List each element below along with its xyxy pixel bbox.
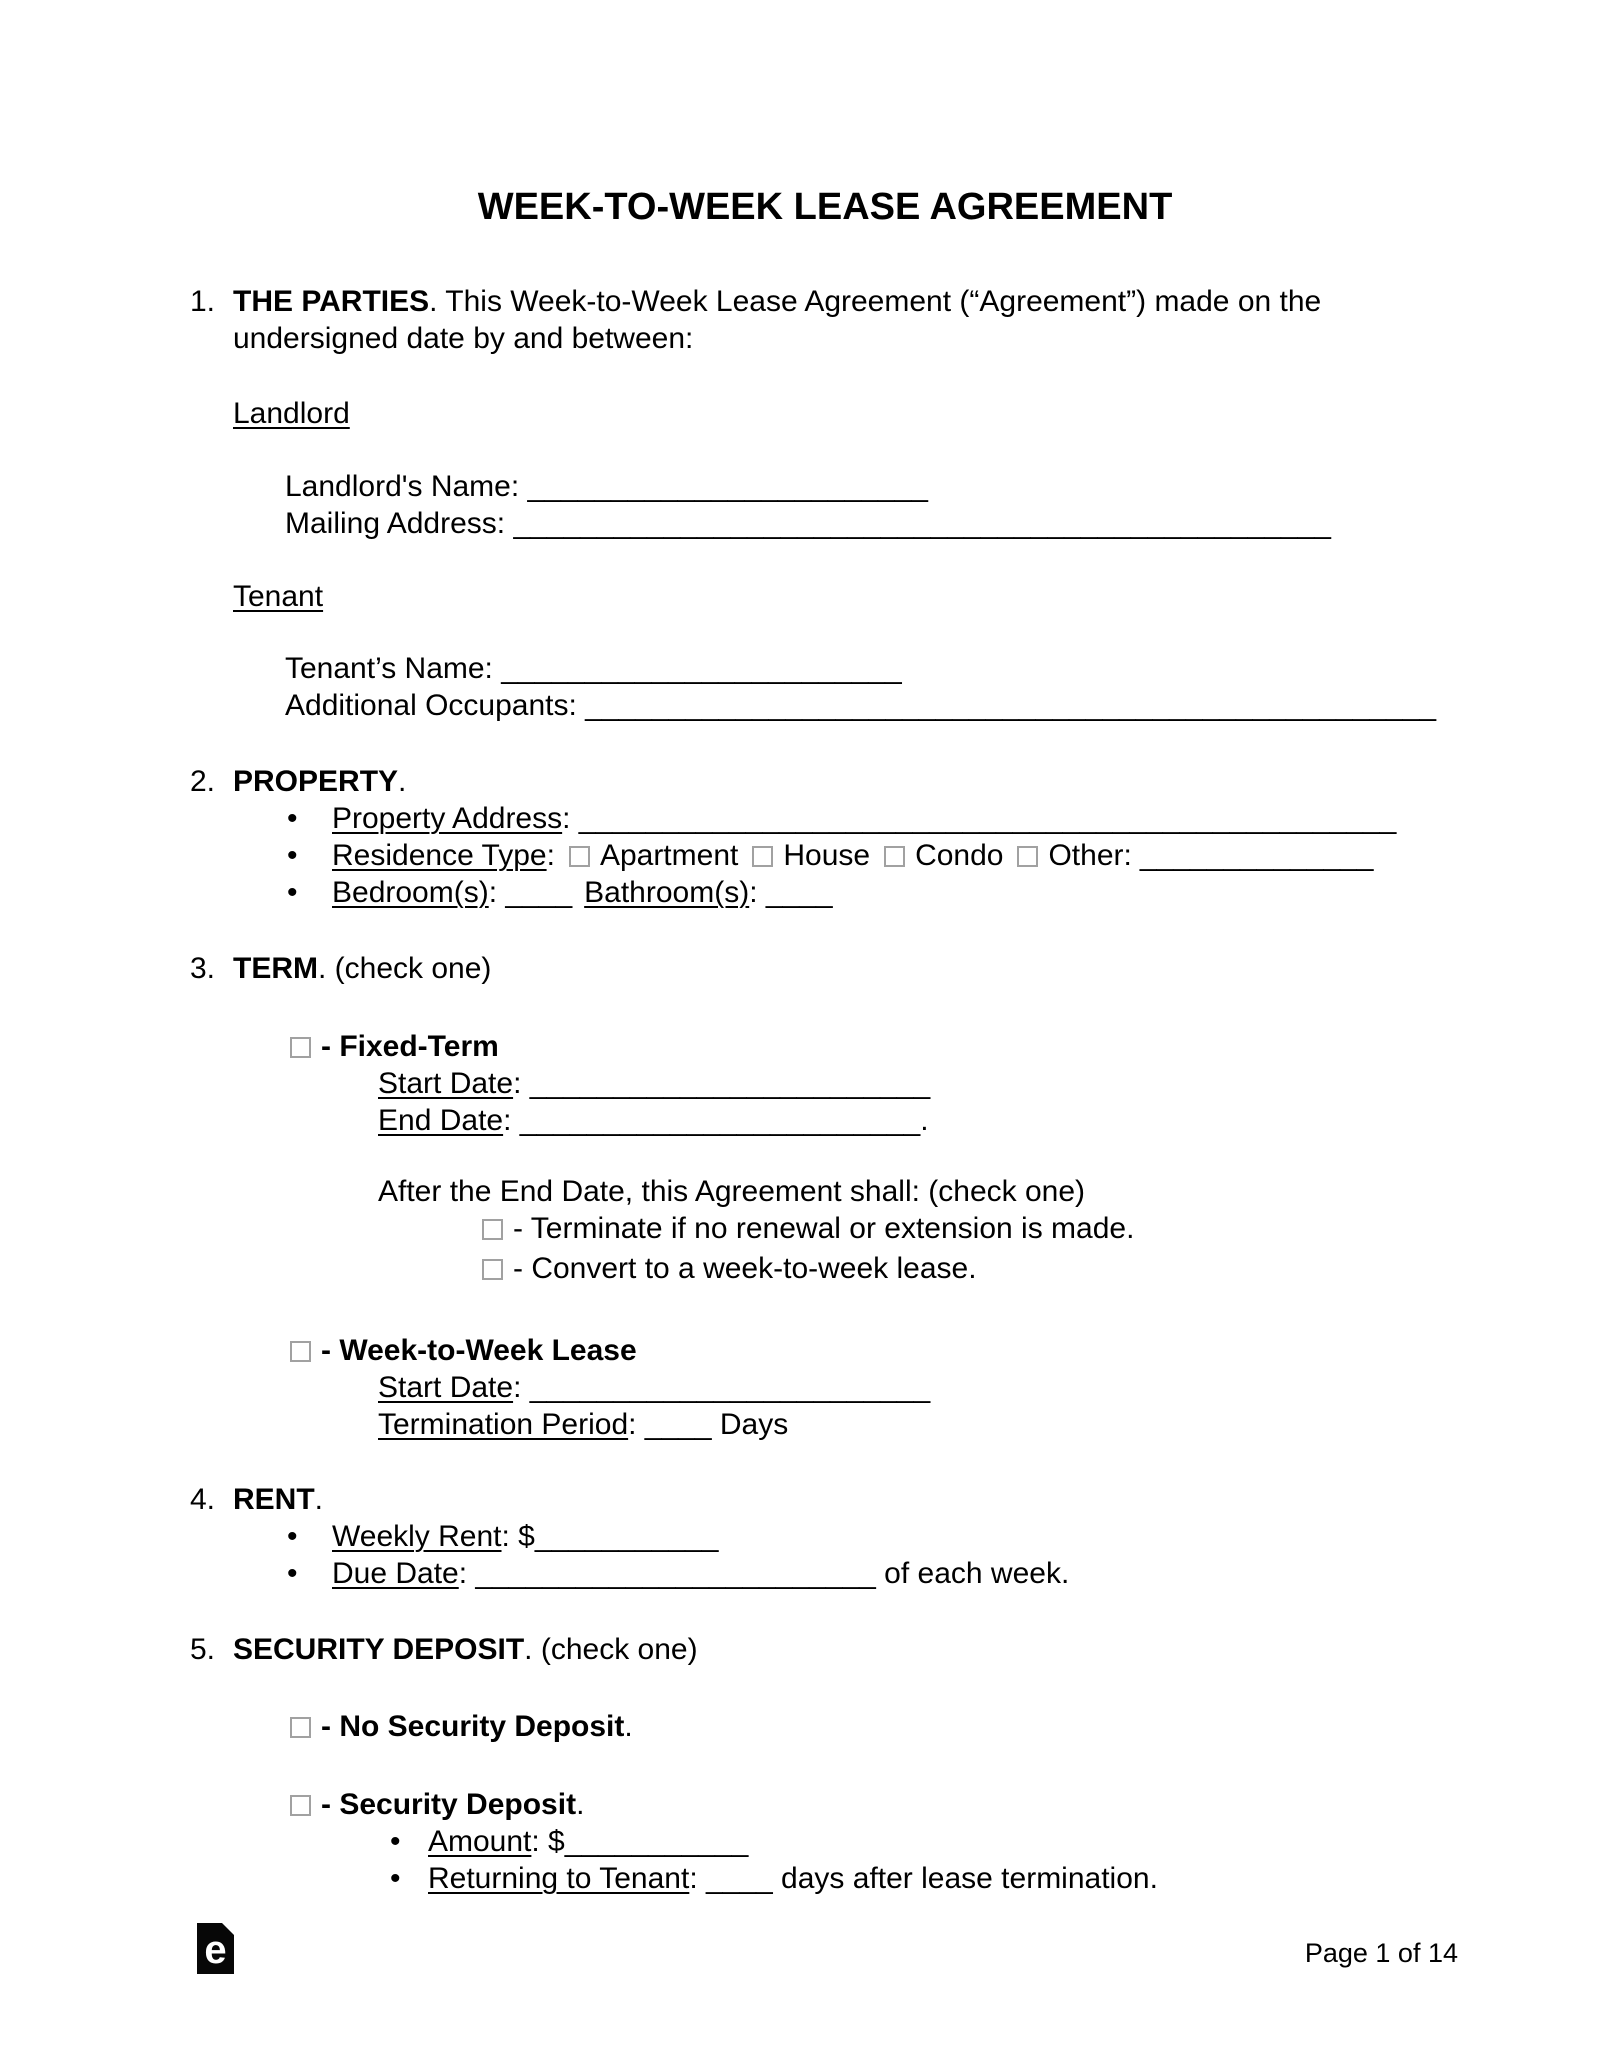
landlord-heading: Landlord xyxy=(233,397,350,430)
residence-type-colon: : xyxy=(546,839,555,872)
bathrooms-label: Bathroom(s) xyxy=(584,876,750,909)
amount-row xyxy=(388,1823,1460,1860)
landlord-name-field xyxy=(285,468,1460,505)
property-heading-rest: . xyxy=(398,765,407,798)
due-date-blank: : ________________________ of each week. xyxy=(458,1557,1070,1590)
no-deposit-option-row xyxy=(290,1708,1460,1745)
deposit-option-row xyxy=(290,1786,1460,1823)
parties-paragraph xyxy=(233,283,1388,357)
termination-period-label: Termination Period xyxy=(378,1408,629,1441)
eforms-logo xyxy=(197,1923,234,1974)
parties-heading: THE PARTIES xyxy=(233,285,430,318)
house-label: House xyxy=(783,839,871,872)
no-deposit-label: - No Security Deposit xyxy=(321,1710,625,1743)
returning-label: Returning to Tenant xyxy=(428,1862,690,1895)
deposit-heading-rest: . (check one) xyxy=(524,1633,698,1666)
section-rent-heading xyxy=(190,1481,1460,1518)
tenant-heading-row xyxy=(233,578,1460,615)
apartment-label: Apartment xyxy=(599,839,739,872)
property-heading: PROPERTY xyxy=(233,765,399,798)
fixed-start-date-row xyxy=(378,1065,1460,1102)
deposit-label: - Security Deposit xyxy=(321,1788,577,1821)
additional-occupants-field xyxy=(285,687,1460,724)
property-address-blank: : _________________________________________________ xyxy=(562,802,1397,835)
convert-checkbox[interactable] xyxy=(482,1259,503,1280)
bullet-icon xyxy=(285,1518,332,1555)
returning-row xyxy=(388,1860,1460,1897)
weekly-rent-label: Weekly Rent xyxy=(332,1520,502,1553)
property-address-row xyxy=(285,800,1460,837)
bedrooms-label: Bedroom(s) xyxy=(332,876,489,909)
deposit-heading: SECURITY DEPOSIT xyxy=(233,1633,525,1666)
weekly-start-date-blank: : ________________________ xyxy=(513,1371,931,1404)
week-to-week-checkbox[interactable] xyxy=(290,1341,311,1362)
bathrooms-blank: : ____ xyxy=(749,876,833,909)
weekly-rent-blank: : $___________ xyxy=(501,1520,719,1553)
term-heading: TERM xyxy=(233,952,318,985)
fixed-start-date-label: Start Date xyxy=(378,1067,514,1100)
bullet-icon xyxy=(285,800,332,837)
no-deposit-period: . xyxy=(624,1710,633,1743)
bullet-icon xyxy=(388,1860,428,1897)
returning-blank: : ____ days after lease termination. xyxy=(689,1862,1158,1895)
section-term-heading xyxy=(190,950,1460,987)
no-security-deposit-checkbox[interactable] xyxy=(290,1717,311,1738)
document-title: WEEK-TO-WEEK LEASE AGREEMENT xyxy=(477,186,1173,228)
property-address-label: Property Address xyxy=(332,802,563,835)
weekly-start-date-row xyxy=(378,1369,1460,1406)
bullet-icon xyxy=(285,874,332,911)
weekly-rent-row xyxy=(285,1518,1460,1555)
fixed-term-option-row xyxy=(290,1028,1460,1065)
convert-option-row xyxy=(482,1250,1460,1287)
terminate-label: - Terminate if no renewal or extension is made. xyxy=(513,1212,1135,1245)
fixed-term-checkbox[interactable] xyxy=(290,1037,311,1058)
section-term-number: 3. xyxy=(190,952,216,985)
convert-label: - Convert to a week-to-week lease. xyxy=(513,1252,977,1285)
section-property-number: 2. xyxy=(190,765,216,798)
additional-occupants-line: Additional Occupants: ___________________________________________________ xyxy=(285,689,1437,722)
residence-type-label: Residence Type xyxy=(332,839,547,872)
other-checkbox[interactable] xyxy=(1017,846,1038,867)
section-deposit-number: 5. xyxy=(190,1633,216,1666)
terminate-checkbox[interactable] xyxy=(482,1219,503,1240)
other-blank: ______________ xyxy=(1139,839,1374,872)
week-to-week-label: - Week-to-Week Lease xyxy=(321,1334,637,1367)
bullet-icon xyxy=(285,1555,332,1592)
due-date-label: Due Date xyxy=(332,1557,459,1590)
weekly-start-date-label: Start Date xyxy=(378,1371,514,1404)
eforms-logo-letter: e xyxy=(204,1928,227,1972)
termination-period-row xyxy=(378,1406,1460,1443)
terminate-option-row xyxy=(482,1210,1460,1247)
section-parties-number: 1. xyxy=(190,285,216,318)
amount-label: Amount xyxy=(428,1825,532,1858)
parties-intro-text: . This Week-to-Week Lease Agreement (“Agreement”) made on the undersigned date by and between: xyxy=(233,285,1322,355)
fixed-term-label: - Fixed-Term xyxy=(321,1030,499,1063)
security-deposit-checkbox[interactable] xyxy=(290,1795,311,1816)
residence-type-row xyxy=(285,837,1460,874)
term-heading-rest: . (check one) xyxy=(318,952,492,985)
fixed-start-date-blank: : ________________________ xyxy=(513,1067,931,1100)
week-to-week-option-row xyxy=(290,1332,1460,1369)
bedrooms-bathrooms-row xyxy=(285,874,1460,911)
apartment-checkbox[interactable] xyxy=(569,846,590,867)
termination-period-blank: : ____ Days xyxy=(628,1408,789,1441)
tenant-heading: Tenant xyxy=(233,580,324,613)
mailing-address-field xyxy=(285,505,1460,542)
section-rent-number: 4. xyxy=(190,1483,216,1516)
landlord-heading-row xyxy=(233,395,1460,432)
bullet-icon xyxy=(388,1823,428,1860)
fixed-end-date-blank: : ________________________. xyxy=(503,1104,929,1137)
page-number: Page 1 of 14 xyxy=(1304,1938,1458,1968)
bedrooms-blank: : ____ xyxy=(488,876,573,909)
section-property-heading xyxy=(190,763,1460,800)
condo-label: Condo xyxy=(915,839,1004,872)
section-deposit-heading xyxy=(190,1631,1460,1668)
mailing-address-line: Mailing Address: _________________________________________________ xyxy=(285,507,1331,540)
deposit-period: . xyxy=(576,1788,585,1821)
tenant-name-field xyxy=(285,650,1460,687)
after-end-date-text: After the End Date, this Agreement shall: (check one) xyxy=(378,1175,1086,1208)
rent-heading-rest: . xyxy=(314,1483,324,1516)
amount-blank: : $___________ xyxy=(531,1825,749,1858)
page-fold-icon xyxy=(222,1923,234,1935)
house-checkbox[interactable] xyxy=(752,846,773,867)
section-parties-heading xyxy=(190,283,1460,357)
landlord-name-line: Landlord's Name: ________________________ xyxy=(285,470,928,503)
rent-heading: RENT xyxy=(233,1483,315,1516)
fixed-end-date-label: End Date xyxy=(378,1104,504,1137)
fixed-end-date-row xyxy=(378,1102,1460,1139)
tenant-name-line: Tenant’s Name: ________________________ xyxy=(285,652,902,685)
after-end-date-row xyxy=(378,1173,1460,1210)
bullet-icon xyxy=(285,837,332,874)
other-label: Other: xyxy=(1048,839,1132,872)
due-date-row xyxy=(285,1555,1460,1592)
condo-checkbox[interactable] xyxy=(884,846,905,867)
